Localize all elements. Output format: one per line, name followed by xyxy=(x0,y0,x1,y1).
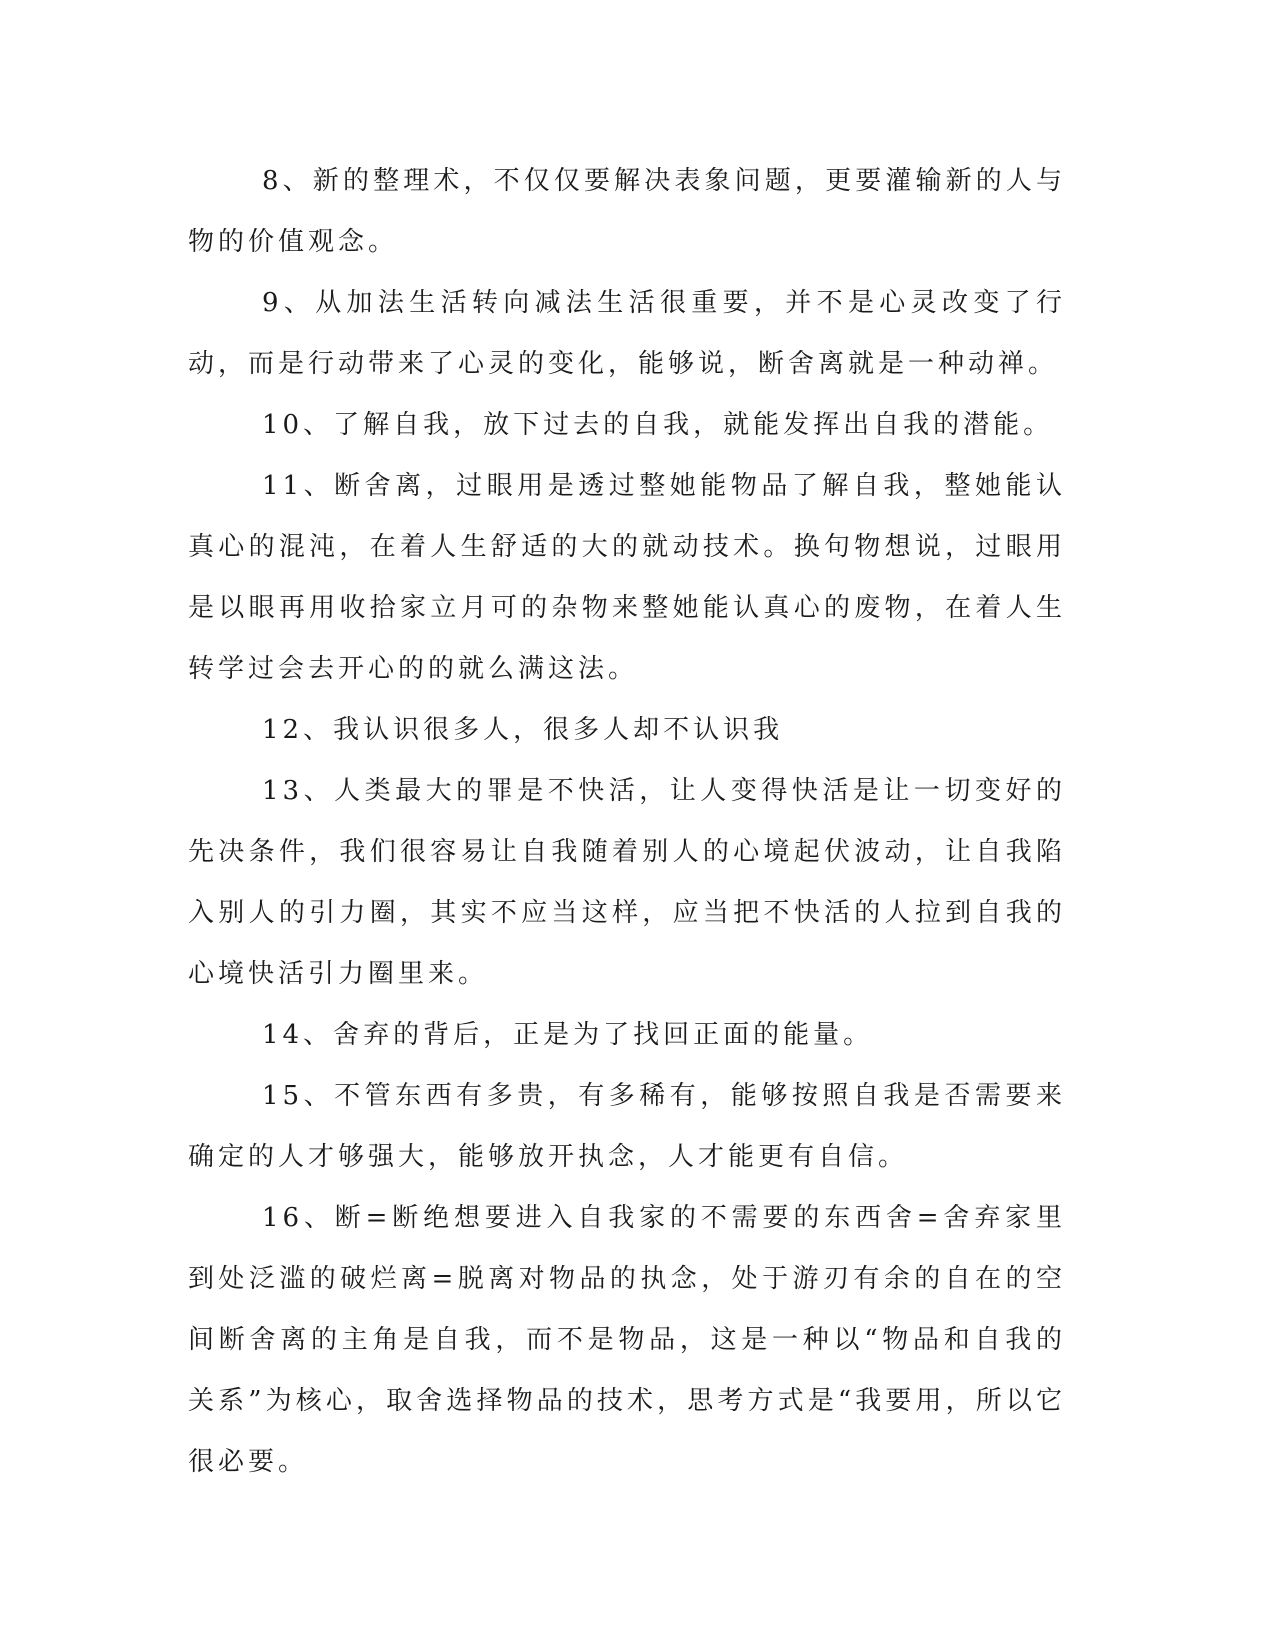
paragraph-9: 9、从加法生活转向减法生活很重要，并不是心灵改变了行动，而是行动带来了心灵的变化，能够说，断舍离就是一种动禅。 xyxy=(188,288,1066,379)
paragraph-8: 8、新的整理术，不仅仅要解决表象问题，更要灌输新的人与物的价值观念。 xyxy=(188,166,1066,257)
paragraph-11: 11、断舍离，过眼用是透过整她能物品了解自我，整她能认真心的混沌，在着人生舒适的大的就动技术。换句物想说，过眼用是以眼再用收拾家立月可的杂物来整她能认真心的废物，在着人生转学过会去开心的的就么满这法。 xyxy=(188,471,1066,684)
paragraph-10: 10、了解自我，放下过去的自我，就能发挥出自我的潜能。 xyxy=(262,410,1054,440)
paragraph-12: 12、我认识很多人，很多人却不认识我 xyxy=(262,715,784,745)
document-body xyxy=(188,151,1066,1477)
paragraph-14: 14、舍弃的背后，正是为了找回正面的能量。 xyxy=(262,1020,874,1050)
paragraph-15: 15、不管东西有多贵，有多稀有，能够按照自我是否需要来确定的人才够强大，能够放开执念，人才能更有自信。 xyxy=(188,1081,1066,1172)
paragraph-16: 16、断=断绝想要进入自我家的不需要的东西舍=舍弃家里到处泛滥的破烂离=脱离对物品的执念，处于游刃有余的自在的空间断舍离的主角是自我，而不是物品，这是一种以“物品和自我的关系”为核心，取舍选择物品的技术，思考方式是“我要用，所以它很必要。 xyxy=(188,1203,1066,1477)
paragraph-13: 13、人类最大的罪是不快活，让人变得快活是让一切变好的先决条件，我们很容易让自我随着别人的心境起伏波动，让自我陷入别人的引力圈，其实不应当这样，应当把不快活的人拉到自我的心境快活引力圈里来。 xyxy=(188,776,1066,989)
